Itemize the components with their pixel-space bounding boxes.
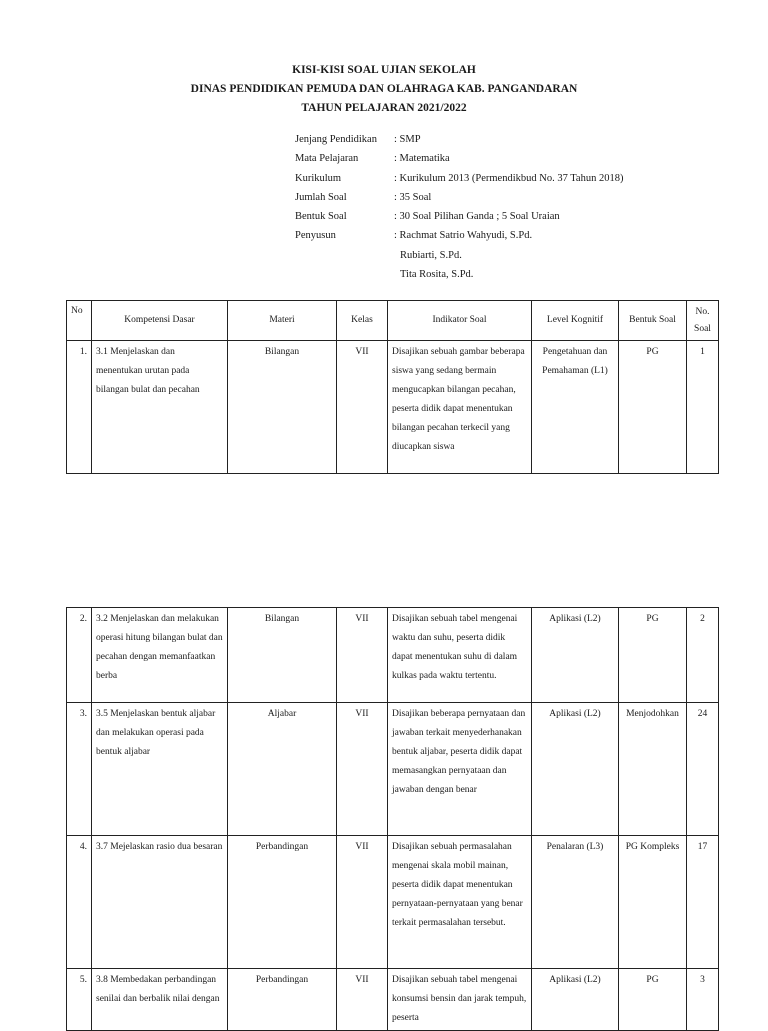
col-header-kd: Kompetensi Dasar [92,301,228,341]
grid-table-bottom [66,607,719,1031]
cell-bentuk: PG Kompleks [619,836,687,969]
cell-level: Penalaran (L3) [532,836,619,969]
author-extra: Rubiarti, S.Pd. [400,249,462,261]
meta-row [295,169,623,188]
cell-kelas: VII [337,341,388,474]
col-header-no: No [67,301,92,341]
meta-value: : SMP [394,134,421,145]
cell-indikator: Disajikan beberapa pernyataan dan jawaban terkait menyederhanakan bentuk aljabar, peserta didik dapat memasangkan pernyataan dan jawaban dengan benar [388,703,532,836]
cell-level: Aplikasi (L2) [532,969,619,1031]
cell-materi: Bilangan [228,341,337,474]
table-header-row [67,301,719,341]
cell-materi: Perbandingan [228,969,337,1031]
col-header-indikator: Indikator Soal [388,301,532,341]
grid-table-top [66,300,719,474]
cell-materi: Bilangan [228,608,337,703]
cell-materi: Aljabar [228,703,337,836]
cell-kelas: VII [337,608,388,703]
cell-kd: 3.8 Membedakan perbandingan senilai dan berbalik nilai dengan [92,969,228,1031]
cell-level: Pengetahuan dan Pemahaman (L1) [532,341,619,474]
cell-bentuk: Menjodohkan [619,703,687,836]
table-row [67,969,719,1031]
doc-title: KISI-KISI SOAL UJIAN SEKOLAH [292,64,476,76]
meta-label: Jenjang Pendidikan [295,134,377,145]
meta-row [295,188,623,207]
col-header-level: Level Kognitif [532,301,619,341]
cell-no-soal: 24 [687,703,719,836]
doc-year: TAHUN PELAJARAN 2021/2022 [301,102,467,114]
cell-kelas: VII [337,703,388,836]
cell-no: 1. [67,341,92,474]
cell-no: 2. [67,608,92,703]
meta-value: : 30 Soal Pilihan Ganda ; 5 Soal Uraian [394,211,560,223]
meta-label: Bentuk Soal [295,211,347,223]
author-extra: Tita Rosita, S.Pd. [400,269,474,281]
doc-subtitle: DINAS PENDIDIKAN PEMUDA DAN OLAHRAGA KAB. PANGANDARAN [190,83,578,95]
table-row [67,703,719,836]
cell-no: 5. [67,969,92,1031]
col-header-no-soal: No. Soal [687,301,719,341]
cell-kd: 3.7 Mejelaskan rasio dua besaran [92,836,228,969]
cell-materi: Perbandingan [228,836,337,969]
cell-no: 3. [67,703,92,836]
meta-value: : Kurikulum 2013 (Permendikbud No. 37 Tahun 2018) [394,172,624,184]
meta-value: : Matematika [394,153,450,165]
cell-bentuk: PG [619,608,687,703]
cell-indikator: Disajikan sebuah permasalahan mengenai skala mobil mainan, peserta didik dapat menentukan pernyataan-pernyataan yang benar terkait permasalahan tersebut. [388,836,532,969]
meta-label: Penyusun [295,230,336,242]
cell-level: Aplikasi (L2) [532,608,619,703]
meta-row [295,226,623,245]
table-row [67,608,719,703]
cell-no: 4. [67,836,92,969]
meta-label: Jumlah Soal [295,191,347,203]
cell-bentuk: PG [619,341,687,474]
table-row [67,341,719,474]
meta-label: Mata Pelajaran [295,153,359,165]
cell-no-soal: 2 [687,608,719,703]
meta-row [295,130,623,149]
col-header-kelas: Kelas [337,301,388,341]
meta-value: : Rachmat Satrio Wahyudi, S.Pd. [394,230,533,242]
cell-indikator: Disajikan sebuah tabel mengenai konsumsi bensin dan jarak tempuh, peserta [388,969,532,1031]
meta-row [295,149,623,168]
meta-label: Kurikulum [295,172,342,184]
cell-indikator: Disajikan sebuah tabel mengenai waktu dan suhu, peserta didik dapat menentukan suhu di dalam kulkas pada waktu tertentu. [388,608,532,703]
cell-no-soal: 17 [687,836,719,969]
cell-kd: 3.1 Menjelaskan dan menentukan urutan pada bilangan bulat dan pecahan [92,341,228,474]
col-header-bentuk: Bentuk Soal [619,301,687,341]
cell-bentuk: PG [619,969,687,1031]
cell-level: Aplikasi (L2) [532,703,619,836]
cell-no-soal: 1 [687,341,719,474]
cell-indikator: Disajikan sebuah gambar beberapa siswa yang sedang bermain mengucapkan bilangan pecahan, peserta didik dapat menentukan bilangan pecahan terkecil yang diucapkan siswa [388,341,532,474]
col-header-materi: Materi [228,301,337,341]
cell-kelas: VII [337,836,388,969]
cell-kd: 3.2 Menjelaskan dan melakukan operasi hitung bilangan bulat dan pecahan dengan memanfaatkan berba [92,608,228,703]
meta-block [295,130,623,284]
table-row [67,836,719,969]
meta-value: : 35 Soal [394,191,432,203]
meta-row [295,207,623,226]
cell-no-soal: 3 [687,969,719,1031]
cell-kelas: VII [337,969,388,1031]
cell-kd: 3.5 Menjelaskan bentuk aljabar dan melakukan operasi pada bentuk aljabar [92,703,228,836]
